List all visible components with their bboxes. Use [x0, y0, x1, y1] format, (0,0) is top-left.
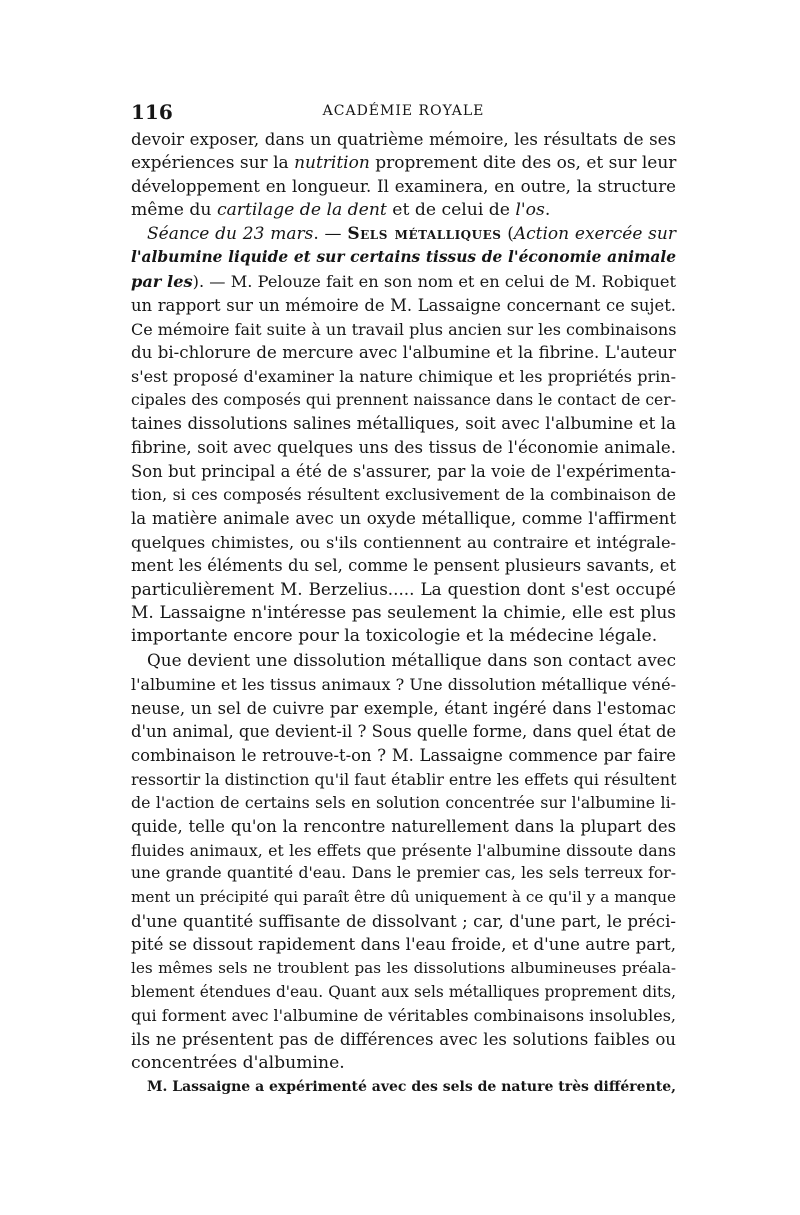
- text-line: tion, si ces composés résultent exclusivement de la combinaison de: [131, 485, 676, 505]
- text-line: même du cartilage de la dent et de celui de l'os.: [131, 200, 551, 221]
- section-heading-line: l'albumine liquide et sur certains tissus de l'économie animale: [131, 248, 676, 267]
- text-line: quide, telle qu'on la rencontre naturellement dans la plupart des: [131, 816, 676, 836]
- text-line: fluides animaux, et les effets que présente l'albumine dissoute dans: [131, 840, 676, 860]
- text-line: Que devient une dissolution métallique dans son contact avec: [147, 650, 676, 671]
- text-line: M. Lassaigne n'intéresse pas seulement la chimie, elle est plus: [131, 602, 676, 623]
- body-text: [131, 128, 676, 1099]
- text-line: ment les éléments du sel, comme le pensent plusieurs savants, et: [131, 556, 676, 576]
- text-line: les mêmes sels ne troublent pas les dissolutions albumineuses préala-: [131, 959, 676, 978]
- running-title: ACADÉMIE ROYALE: [322, 103, 485, 119]
- text-line: Ce mémoire fait suite à un travail plus ancien sur les combinaisons: [131, 319, 677, 339]
- text-line: du bi-chlorure de mercure avec l'albumine et la fibrine. L'auteur: [131, 343, 676, 363]
- text-line: un rapport sur un mémoire de M. Lassaigne concernant ce sujet.: [131, 295, 676, 315]
- text-line: de l'action de certains sels en solution concentrée sur l'albumine li-: [131, 793, 676, 813]
- text-line: expériences sur la nutrition proprement dite des os, et sur leur: [131, 152, 677, 173]
- text-line: qui forment avec l'albumine de véritables combinaisons insolubles,: [131, 1006, 676, 1026]
- text-line: concentrées d'albumine.: [131, 1052, 345, 1073]
- text-line: la matière animale avec un oxyde métallique, comme l'affirment: [131, 509, 676, 528]
- text-line: cipales des composés qui prennent naissance dans le contact de cer-: [131, 390, 676, 409]
- text-line: s'est proposé d'examiner la nature chimique et les propriétés prin-: [131, 366, 676, 386]
- page-number: 116: [131, 100, 173, 124]
- text-line: devoir exposer, dans un quatrième mémoire, les résultats de ses: [131, 130, 676, 149]
- text-line: l'albumine et les tissus animaux ? Une dissolution métallique véné-: [131, 674, 676, 694]
- text-line: neuse, un sel de cuivre par exemple, étant ingéré dans l'estomac: [131, 698, 676, 718]
- text-line: développement en longueur. Il examinera, en outre, la structure: [131, 177, 676, 197]
- text-line: par les). — M. Pelouze fait en son nom et en celui de M. Robiquet: [131, 272, 676, 292]
- section-heading-line: Séance du 23 mars. — Sels métalliques (Action exercée sur: [147, 223, 676, 244]
- page-header: [131, 100, 676, 124]
- text-line: ment un précipité qui paraît être dû uniquement à ce qu'il y a manque: [131, 888, 676, 906]
- text-line: importante encore pour la toxicologie et la médecine légale.: [131, 626, 658, 647]
- text-line: Son but principal a été de s'assurer, par la voie de l'expérimenta-: [131, 461, 676, 481]
- text-line: M. Lassaigne a expérimenté avec des sels de nature très différente,: [147, 1078, 676, 1095]
- text-line: combinaison le retrouve-t-on ? M. Lassaigne commence par faire: [131, 745, 676, 765]
- text-line: pité se dissout rapidement dans l'eau froide, et d'une autre part,: [131, 935, 676, 955]
- text-line: taines dissolutions salines métalliques, soit avec l'albumine et la: [131, 414, 676, 434]
- text-line: fibrine, soit avec quelques uns des tissus de l'économie animale.: [131, 437, 676, 457]
- text-line: quelques chimistes, ou s'ils contiennent au contraire et intégrale-: [131, 532, 676, 552]
- text-line: blement étendues d'eau. Quant aux sels métalliques proprement dits,: [131, 982, 676, 1001]
- text-line: ressortir la distinction qu'il faut établir entre les effets qui résultent: [131, 769, 677, 789]
- text-line: une grande quantité d'eau. Dans le premier cas, les sels terreux for-: [131, 864, 676, 883]
- text-line: d'un animal, que devient-il ? Sous quelle forme, dans quel état de: [131, 722, 677, 742]
- text-line: particulièrement M. Berzelius..... La question dont s'est occupé: [131, 579, 676, 600]
- text-line: ils ne présentent pas de différences avec les solutions faibles ou: [131, 1030, 676, 1050]
- text-line: d'une quantité suffisante de dissolvant ; car, d'une part, le préci-: [131, 911, 676, 931]
